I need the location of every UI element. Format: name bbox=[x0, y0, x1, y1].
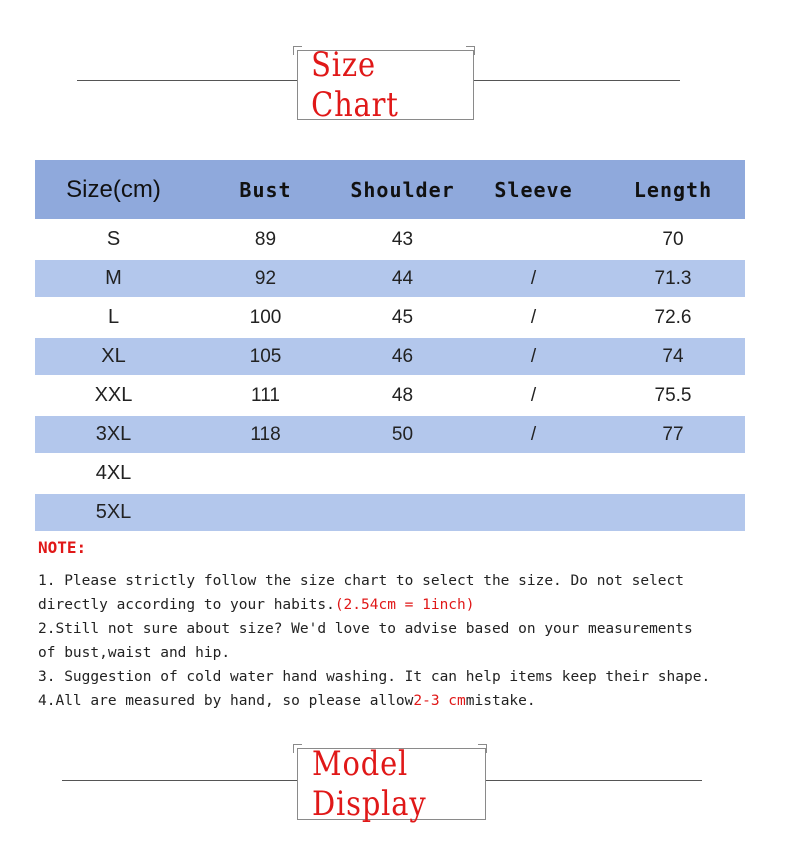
note-highlight: (2.54cm = 1inch) bbox=[334, 597, 475, 613]
cell-bust: 105 bbox=[192, 337, 339, 376]
cell-bust bbox=[192, 493, 339, 531]
cell-size: 5XL bbox=[35, 493, 192, 531]
table-row bbox=[35, 298, 745, 337]
cell-size: L bbox=[35, 298, 192, 337]
cell-shoulder: 45 bbox=[339, 298, 466, 337]
cell-length: 77 bbox=[601, 415, 745, 454]
cell-sleeve: / bbox=[466, 415, 601, 454]
cell-shoulder bbox=[339, 493, 466, 531]
cell-size: XXL bbox=[35, 376, 192, 415]
note-line bbox=[38, 689, 758, 713]
note-text: 4.All are measured by hand, so please allow bbox=[38, 693, 414, 709]
cell-length: 71.3 bbox=[601, 259, 745, 298]
table-row bbox=[35, 493, 745, 531]
table-row bbox=[35, 259, 745, 298]
footer-divider-left bbox=[62, 780, 299, 781]
cell-sleeve bbox=[466, 454, 601, 493]
note-line bbox=[38, 593, 758, 617]
footer-divider-right bbox=[484, 780, 702, 781]
cell-length bbox=[601, 454, 745, 493]
cell-length bbox=[601, 493, 745, 531]
cell-length: 72.6 bbox=[601, 298, 745, 337]
note-line bbox=[38, 569, 758, 593]
cell-bust: 100 bbox=[192, 298, 339, 337]
cell-shoulder: 46 bbox=[339, 337, 466, 376]
cell-size: 4XL bbox=[35, 454, 192, 493]
header-divider-right bbox=[472, 80, 680, 81]
cell-shoulder: 43 bbox=[339, 220, 466, 259]
frame-corner bbox=[478, 744, 487, 753]
cell-size: XL bbox=[35, 337, 192, 376]
cell-sleeve: / bbox=[466, 298, 601, 337]
table-header-row bbox=[35, 160, 745, 220]
note-text: mistake. bbox=[465, 693, 536, 709]
cell-sleeve: / bbox=[466, 376, 601, 415]
cell-length: 74 bbox=[601, 337, 745, 376]
note-text: 2.Still not sure about size? We'd love to advise based on your measurements bbox=[38, 621, 693, 637]
cell-size: 3XL bbox=[35, 415, 192, 454]
header-shoulder: Shoulder bbox=[339, 160, 466, 220]
cell-bust: 89 bbox=[192, 220, 339, 259]
frame-corner bbox=[293, 46, 302, 55]
cell-length: 75.5 bbox=[601, 376, 745, 415]
note-title: NOTE: bbox=[38, 538, 87, 557]
table-row bbox=[35, 454, 745, 493]
header-sleeve: Sleeve bbox=[466, 160, 601, 220]
cell-bust: 118 bbox=[192, 415, 339, 454]
header-bust: Bust bbox=[192, 160, 339, 220]
cell-shoulder: 50 bbox=[339, 415, 466, 454]
size-table bbox=[35, 160, 745, 531]
note-text: 1. Please strictly follow the size chart to select the size. Do not select bbox=[38, 573, 685, 589]
frame-corner bbox=[466, 46, 475, 55]
cell-length: 70 bbox=[601, 220, 745, 259]
size-chart-title: Size Chart bbox=[311, 45, 399, 125]
cell-bust: 92 bbox=[192, 259, 339, 298]
note-line bbox=[38, 617, 758, 641]
table-row bbox=[35, 415, 745, 454]
cell-sleeve: / bbox=[466, 337, 601, 376]
model-display-title-frame bbox=[297, 744, 486, 824]
cell-size: S bbox=[35, 220, 192, 259]
cell-bust: 111 bbox=[192, 376, 339, 415]
cell-sleeve bbox=[466, 220, 601, 259]
cell-sleeve bbox=[466, 493, 601, 531]
notes-section bbox=[38, 538, 758, 713]
model-display-title: Model Display bbox=[312, 744, 427, 824]
cell-size: M bbox=[35, 259, 192, 298]
header-divider-left bbox=[77, 80, 299, 81]
note-text: of bust,waist and hip. bbox=[38, 645, 231, 661]
cell-bust bbox=[192, 454, 339, 493]
cell-shoulder: 48 bbox=[339, 376, 466, 415]
frame-corner bbox=[293, 744, 302, 753]
note-text: directly according to your habits. bbox=[38, 597, 335, 613]
note-line bbox=[38, 641, 758, 665]
note-highlight: 2-3 cm bbox=[413, 693, 466, 709]
header-size: Size(cm) bbox=[35, 160, 192, 220]
cell-shoulder: 44 bbox=[339, 259, 466, 298]
header-length: Length bbox=[601, 160, 745, 220]
note-text: 3. Suggestion of cold water hand washing. It can help items keep their shape. bbox=[38, 669, 711, 685]
table-row bbox=[35, 220, 745, 259]
note-line bbox=[38, 665, 758, 689]
table-row bbox=[35, 337, 745, 376]
cell-sleeve: / bbox=[466, 259, 601, 298]
size-chart-title-frame bbox=[297, 45, 474, 125]
table-row bbox=[35, 376, 745, 415]
cell-shoulder bbox=[339, 454, 466, 493]
